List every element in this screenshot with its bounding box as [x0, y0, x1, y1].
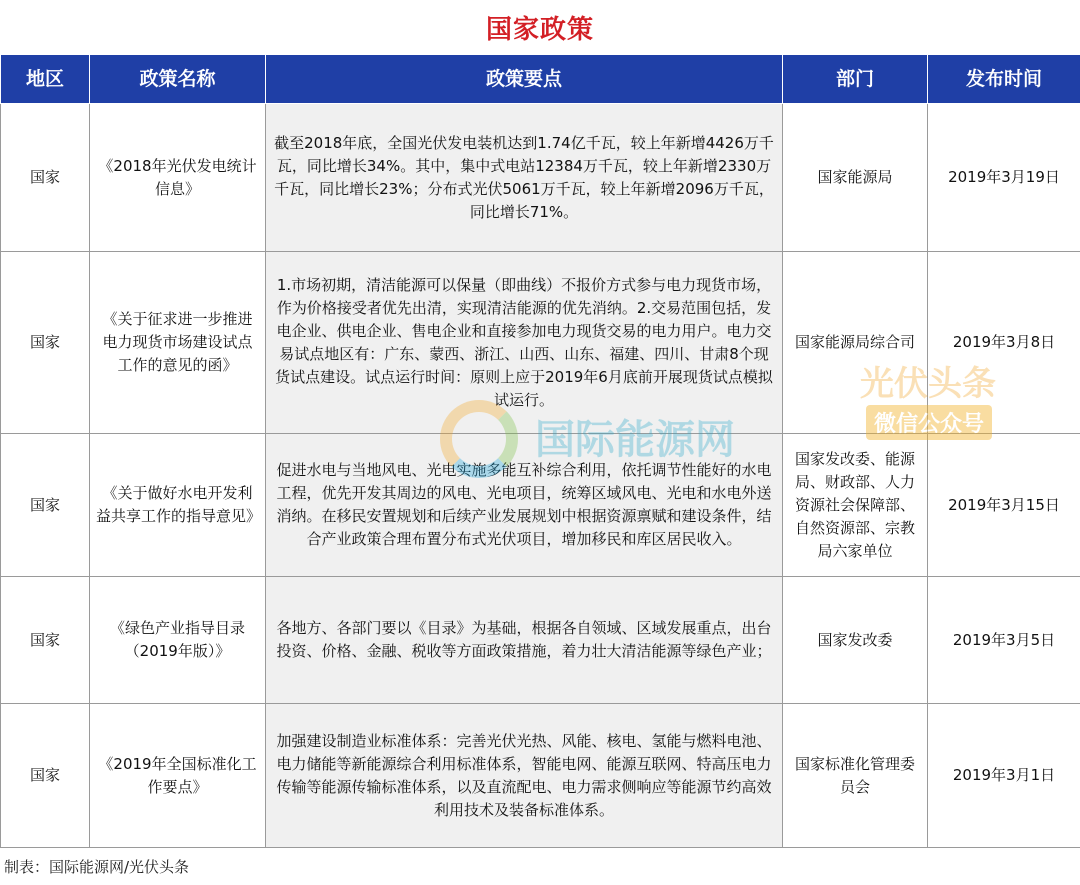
header-release-date: 发布时间	[928, 55, 1080, 104]
cell-region: 国家	[1, 577, 90, 704]
cell-policy-name: 《关于做好水电开发利益共享工作的指导意见》	[90, 434, 266, 577]
table-row	[1, 577, 1080, 704]
cell-release-date: 2019年3月8日	[928, 252, 1080, 434]
page-title: 国家政策	[485, 14, 594, 45]
header-department: 部门	[783, 55, 928, 104]
cell-region: 国家	[1, 252, 90, 434]
watermark-sub: 微信公众号	[866, 405, 992, 440]
cell-department: 国家能源局综合司	[783, 252, 928, 434]
cell-region: 国家	[1, 104, 90, 252]
cell-policy-points: 各地方、各部门要以《目录》为基础，根据各自领域、区域发展重点，出台投资、价格、金融、税收等方面政策措施，着力壮大清洁能源等绿色产业；	[266, 577, 783, 704]
table-row	[1, 704, 1080, 848]
cell-region: 国家	[1, 434, 90, 577]
cell-policy-name: 《2019年全国标准化工作要点》	[90, 704, 266, 848]
cell-department: 国家标准化管理委员会	[783, 704, 928, 848]
cell-department: 国家发改委	[783, 577, 928, 704]
cell-department: 国家发改委、能源局、财政部、人力资源社会保障部、自然资源部、宗教局六家单位	[783, 434, 928, 577]
watermark-site-name: 国际能源网	[535, 417, 735, 463]
cell-release-date: 2019年3月5日	[928, 577, 1080, 704]
table-source-note: 制表：国际能源网/光伏头条	[4, 857, 190, 876]
cell-department: 国家能源局	[783, 104, 928, 252]
table-row	[1, 104, 1080, 252]
table-row	[1, 252, 1080, 434]
cell-release-date: 2019年3月19日	[928, 104, 1080, 252]
table-header-row	[1, 55, 1080, 104]
cell-policy-name: 《绿色产业指导目录（2019年版）》	[90, 577, 266, 704]
watermark-brand: 光伏头条	[860, 364, 996, 404]
cell-release-date: 2019年3月15日	[928, 434, 1080, 577]
table-row	[1, 434, 1080, 577]
cell-policy-points: 截至2018年底，全国光伏发电装机达到1.74亿千瓦，较上年新增4426万千瓦，同比增长34%。其中，集中式电站12384万千瓦，较上年新增2330万千瓦，同比增长23%；分布式光伏5061万千瓦，较上年新增2096万千瓦，同比增长71%。	[266, 104, 783, 252]
header-policy-points: 政策要点	[266, 55, 783, 104]
cell-release-date: 2019年3月1日	[928, 704, 1080, 848]
cell-policy-name: 《关于征求进一步推进电力现货市场建设试点工作的意见的函》	[90, 252, 266, 434]
cell-policy-points: 促进水电与当地风电、光电实施多能互补综合利用，依托调节性能好的水电工程，优先开发其周边的风电、光电项目，统筹区域风电、光电和水电外送消纳。在移民安置规划和后续产业发展规划中根据资源禀赋和建设条件，结合产业政策合理布置分布式光伏项目，增加移民和库区居民收入。	[266, 434, 783, 577]
cell-region: 国家	[1, 704, 90, 848]
cell-policy-points: 加强建设制造业标准体系：完善光伏光热、风能、核电、氢能与燃料电池、电力储能等新能源综合利用标准体系，智能电网、能源互联网、特高压电力传输等能源传输标准体系，以及直流配电、电力需求侧响应等能源节约高效利用技术及装备标准体系。	[266, 704, 783, 848]
cell-policy-name: 《2018年光伏发电统计信息》	[90, 104, 266, 252]
header-region: 地区	[1, 55, 90, 104]
policy-table	[0, 54, 1080, 848]
header-policy-name: 政策名称	[90, 55, 266, 104]
cell-policy-points: 1.市场初期，清洁能源可以保量（即曲线）不报价方式参与电力现货市场，作为价格接受者优先出清，实现清洁能源的优先消纳。2.交易范围包括，发电企业、供电企业、售电企业和直接参加电力现货交易的电力用户。电力交易试点地区有：广东、蒙西、浙江、山西、山东、福建、四川、甘肃8个现货试点建设。试点运行时间：原则上应于2019年6月底前开展现货试点模拟试运行。	[266, 252, 783, 434]
